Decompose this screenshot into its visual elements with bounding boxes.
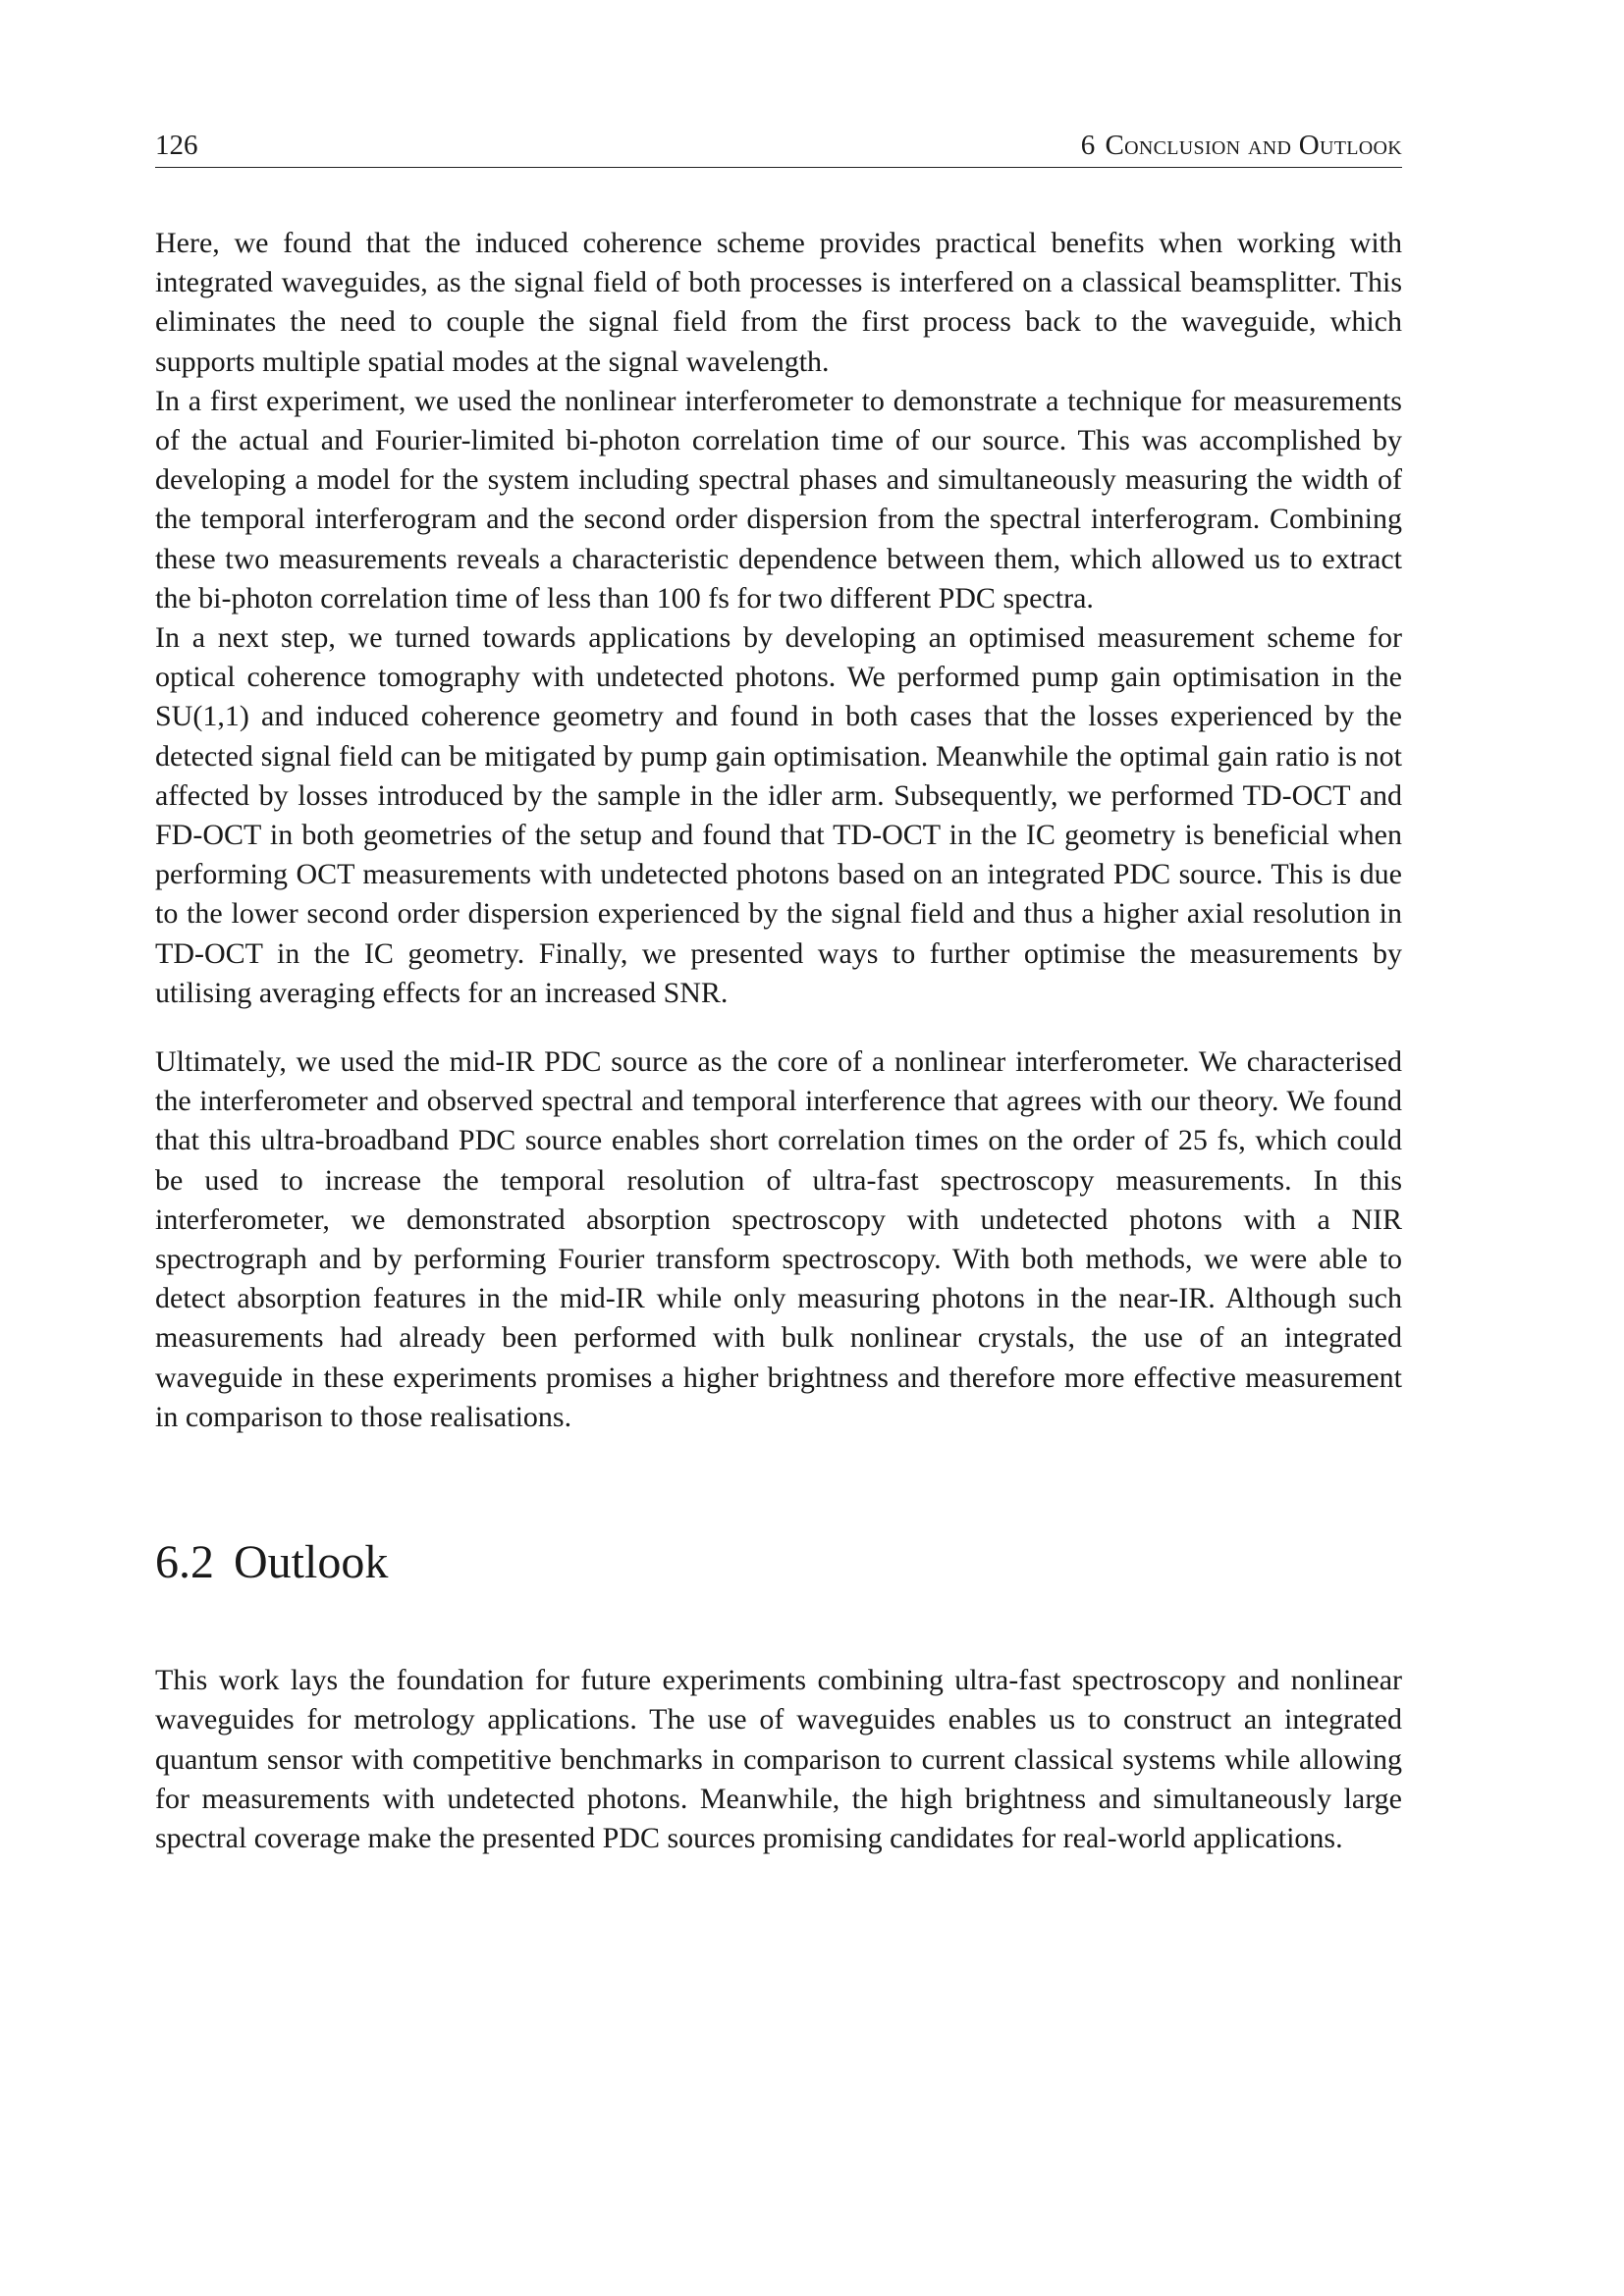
chapter-title: Conclusion and Outlook (1105, 130, 1402, 161)
body-text (155, 224, 1402, 1858)
section-heading (155, 1533, 1402, 1592)
chapter-heading (1081, 124, 1402, 167)
chapter-number: 6 (1080, 130, 1096, 161)
paragraph-correlation-time: In a first experiment, we used the nonlinear interferometer to demonstrate a technique for measurements of the actual and Fourier-limited bi-photon correlation time of our source. This was accomplished by developing a model for the system including spectral phases and simultaneously measuring the width of the temporal interferogram and the second order dispersion from the spectral interferogram. Combining these two measurements reveals a characteristic dependence between them, which allowed us to extract the bi-photon correlation time of less than 100 fs for two different PDC spectra. (155, 384, 1402, 614)
paragraph-oct: In a next step, we turned towards applications by developing an optimised measurement scheme for optical coherence tomography with undetected photons. We performed pump gain optimisation in the SU(1,1) and induced coherence geometry and found in both cases that the losses experienced by the detected signal field can be mitigated by pump gain optimisation. Meanwhile the optimal gain ratio is not affected by losses introduced by the sample in the idler arm. Subsequently, we performed TD-OCT and FD-OCT in both geometries of the setup and found that TD-OCT in the IC geometry is beneficial when performing OCT measurements with undetected photons based on an integrated PDC source. This is due to the lower second order dispersion experienced by the signal field and thus a higher axial resolution in TD-OCT in the IC geometry. Finally, we presented ways to further optimise the measurements by utilising averaging effects for an increased SNR. (155, 621, 1402, 1009)
section-number: 6.2 (155, 1536, 214, 1589)
paragraph-induced-coherence: Here, we found that the induced coherence scheme provides practical benefits when working with integrated waveguides, as the signal field of both processes is interfered on a classical beamsplitter. This eliminates the need to couple the signal field from the first process back to the waveguide, which supports multiple spatial modes at the signal wavelength. (155, 227, 1402, 378)
paragraph-mid-ir: Ultimately, we used the mid-IR PDC source as the core of a nonlinear interferometer. We characterised the interferometer and observed spectral and temporal interference that agrees with our theory. We found that this ultra-broadband PDC source enables short correlation times on the order of 25 fs, which could be used to increase the temporal resolution of ultra-fast spectroscopy measurements. In this interferometer, we demonstrated absorption spectroscopy with undetected photons with a NIR spectrograph and by performing Fourier transform spectroscopy. With both methods, we were able to detect absorption features in the mid-IR while only measuring photons in the near-IR. Although such measurements had already been performed with bulk nonlinear crystals, the use of an integrated waveguide in these experiments promises a higher brightness and therefore more effective measurement in comparison to those realisations. (155, 1045, 1402, 1433)
running-header (155, 124, 1402, 168)
page-number: 126 (155, 130, 198, 161)
section-title: Outlook (234, 1536, 389, 1589)
paragraph-outlook: This work lays the foundation for future experiments combining ultra-fast spectroscopy and nonlinear waveguides for metrology applications. The use of waveguides enables us to construct an integrated quantum sensor with competitive benchmarks in comparison to current classical systems while allowing for measurements with undetected photons. Meanwhile, the high brightness and simultaneously large spectral coverage make the presented PDC sources promising candidates for real-world applications. (155, 1664, 1402, 1854)
